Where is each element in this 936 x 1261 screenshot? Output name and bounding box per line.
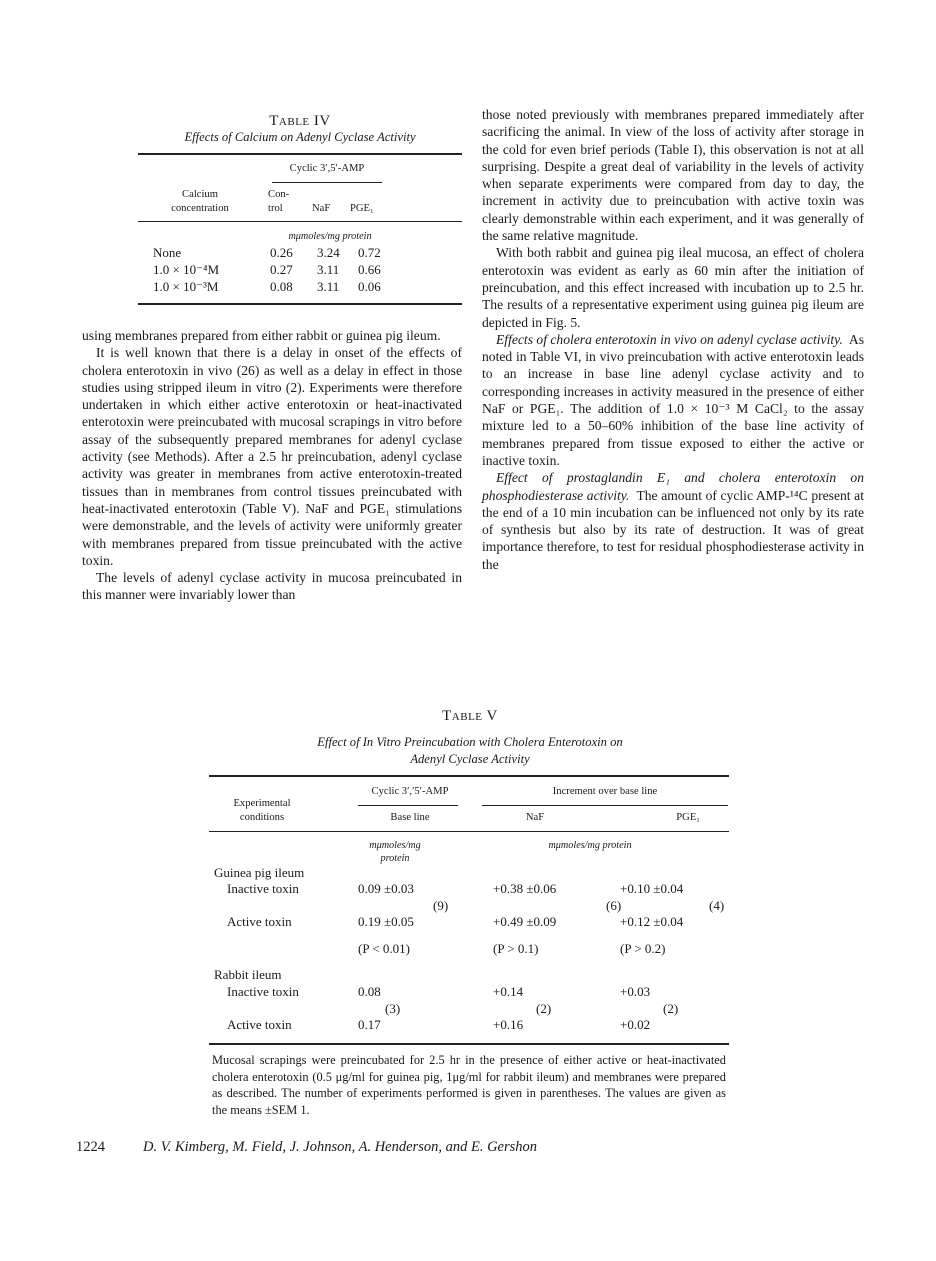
paragraph: It is well known that there is a delay in onset of the effects of cholera enterotoxin in vivo (26) as well as a delay in effect in those studies using stripped ileum in vitro (2). Experiments were therefore undertaken in which either active enterotoxin or heat-inactivated enterotoxin were preincubated with mucosal scrapings in vitro before assay of the subsequently prepared membranes for adenyl cyclase activity (see Methods). After a 2.5 hr preincubation, adenyl cyclase activity was greater in membranes from active enterotoxin-treated tissues than in membranes from control tissues preincubated with heat-inactivated enterotoxin (Table V). NaF and PGE₁ stimulations were demonstrable, and the levels of activity were uniformly greater with membranes prepared from tissue preincubated with the active toxin. xyxy=(82,345,462,568)
paragraph: those noted previously with membranes prepared immediately after sacrificing the animal. In view of the loss of activity after storage in the cold for even brief periods (Table I), this observation is not at all surprising. Despite a great deal of variability in the levels of activity when separate experiments were compared from day to day, the increment in activity due to preincubation with active toxin was clearly demonstrable within each experiment, and it was generally of the same relative magnitude. xyxy=(482,107,864,244)
authors: D. V. Kimberg, M. Field, J. Johnson, A. Henderson, and E. Gershon xyxy=(143,1139,538,1155)
table-v-group2-rule xyxy=(482,805,728,806)
table-v-bottom-rule xyxy=(209,1043,729,1045)
table-iv-cell: 0.27 xyxy=(270,262,293,277)
table-iv-cell: 0.26 xyxy=(270,245,293,260)
table-v-group2-header: Increment over base line xyxy=(552,786,658,797)
section-label: Rabbit ileum xyxy=(214,967,282,982)
running-footer-authors xyxy=(143,1139,537,1156)
table-iv-row-label: None xyxy=(153,245,182,260)
table-v-group1-header: Cyclic 3′,′5′-AMP xyxy=(371,786,449,797)
table-v-unit-1b: protein xyxy=(380,853,410,864)
table-v-header-rule xyxy=(209,831,729,832)
n-count: (2) xyxy=(663,1001,679,1016)
table-iv-cell: 0.66 xyxy=(358,262,381,277)
base-line-value: 0.17 xyxy=(358,1017,381,1032)
pge-value: +0.12 ±0.04 xyxy=(620,914,684,929)
page-number: 1224 xyxy=(76,1139,105,1155)
naf-value: +0.38 ±0.06 xyxy=(493,881,557,896)
table-iv-cell: 3.24 xyxy=(317,245,340,260)
p-value: (P > 0.2) xyxy=(620,941,666,956)
table-v-row-header-2: conditions xyxy=(239,812,285,823)
table-iv-cell: 3.11 xyxy=(317,279,340,294)
row-label: Inactive toxin xyxy=(227,881,299,896)
table-iv-col-pge: PGE₁ xyxy=(350,203,374,214)
table-v-row-header-1: Experimental xyxy=(233,798,291,809)
table-v-unit-2: mμmoles/mg protein xyxy=(548,840,632,851)
pge-value: +0.10 ±0.04 xyxy=(620,881,684,896)
table-iv-row-label: 1.0 × 10⁻³M xyxy=(153,279,219,294)
table-v-group1-rule xyxy=(358,805,458,806)
table-iv-group-header: Cyclic 3′,5′-AMP xyxy=(289,163,365,174)
table-iv-caption: Effects of Calcium on Adenyl Cyclase Activity xyxy=(184,130,416,144)
naf-value: +0.16 xyxy=(493,1017,524,1032)
table-v-unit-1a: mμmoles/mg xyxy=(369,840,421,851)
paragraph xyxy=(482,331,864,469)
row-label: Active toxin xyxy=(227,914,292,929)
paragraph: using membranes prepared from either rabbit or guinea pig ileum. xyxy=(82,328,441,343)
table-iv-cell: 0.06 xyxy=(358,279,381,294)
paragraph xyxy=(482,469,864,573)
n-count: (9) xyxy=(433,898,449,913)
pge-value: +0.02 xyxy=(620,1017,651,1032)
left-column-text xyxy=(82,327,462,604)
section-heading: Effects of cholera enterotoxin in vivo on adenyl cyclase activity. xyxy=(496,331,843,347)
p-value: (P < 0.01) xyxy=(358,941,410,956)
table-v-footnote: Mucosal scrapings were preincubated for 2.5 hr in the presence of either active or heat-inactivated cholera enterotoxin (0.5 μg/ml for guinea pig, 1μg/ml for rabbit ileum) and membranes were prepared as described. The number of experiments performed is given in parentheses. The values are given as the means ±SEM 1. xyxy=(212,1053,726,1117)
table-iv-group-rule xyxy=(272,182,382,183)
table-v-caption-1: Effect of In Vitro Preincubation with Cholera Enterotoxin on xyxy=(317,735,623,749)
table-iv-unit: mμmoles/mg protein xyxy=(288,231,372,242)
paragraph: With both rabbit and guinea pig ileal mucosa, an effect of cholera enterotoxin was evident as early as 60 min after the initiation of preincubation, and this effect increased with incubation up to 2.5 hr. The results of a representative experiment using guinea pig ileum are depicted in Fig. 5. xyxy=(482,245,864,330)
table-v-pge-header: PGE₁ xyxy=(676,812,700,823)
paragraph-body: The amount of cyclic AMP-¹⁴C present at the end of a 10 min incubation can be influenced not only by its rate of synthesis but also by its rate of destruction. It was of great importance therefore, to test for residual phosphodiesterase activity in the xyxy=(482,487,864,572)
table-iv-col-control-1: Con- xyxy=(268,189,290,200)
section-heading: Effect of prostaglandin E₁ and cholera enterotoxin on phosphodiesterase activity. xyxy=(482,470,864,503)
base-line-value: 0.09 ±0.03 xyxy=(358,881,414,896)
row-label: Inactive toxin xyxy=(227,984,299,999)
p-value: (P > 0.1) xyxy=(493,941,539,956)
base-line-value: 0.19 ±0.05 xyxy=(358,914,414,929)
table-v-naf-header: NaF xyxy=(525,812,545,823)
right-column-text xyxy=(482,106,864,573)
table-iv-row-label: 1.0 × 10⁻⁴M xyxy=(153,262,220,277)
naf-value: +0.49 ±0.09 xyxy=(493,914,557,929)
n-count: (6) xyxy=(606,898,622,913)
table-v-base-line-header: Base line xyxy=(390,812,430,823)
table-iv-row-header-2: concentration xyxy=(171,203,229,214)
n-count: (2) xyxy=(536,1001,552,1016)
table-iv-col-naf: NaF xyxy=(312,203,331,214)
pge-value: +0.03 xyxy=(620,984,651,999)
table-iv-col-control-2: trol xyxy=(268,203,283,214)
n-count: (3) xyxy=(385,1001,401,1016)
table-iv-cell: 0.08 xyxy=(270,279,293,294)
table-v-caption-2: Adenyl Cyclase Activity xyxy=(410,752,530,766)
table-iv-bottom-rule xyxy=(138,303,462,305)
paragraph-body: As noted in Table VI, in vivo preincubation with active enterotoxin leads to an increase in base line adenyl cyclase activity and to corresponding increases in activity measured in the presence of either NaF or PGE₁. The addition of 1.0 × 10⁻³ M CaCl₂ to the assay mixture led to a 50–60% inhibition of the base line activity of membranes prepared from tissue exposed to either the active or inactive toxin. xyxy=(482,331,864,468)
table-iv-row-header-1: Calcium xyxy=(182,189,218,200)
table-iv-header-rule xyxy=(138,221,462,222)
table-v-top-rule xyxy=(209,775,729,777)
base-line-value: 0.08 xyxy=(358,984,381,999)
table-iv-top-rule xyxy=(138,153,462,155)
table-iv-cell: 3.11 xyxy=(317,262,340,277)
table-iv-cell: 0.72 xyxy=(358,245,381,260)
row-label: Active toxin xyxy=(227,1017,292,1032)
naf-value: +0.14 xyxy=(493,984,524,999)
section-label: Guinea pig ileum xyxy=(214,865,305,880)
table-v-label: Table V xyxy=(442,708,498,724)
table-iv-label: Table IV xyxy=(269,113,331,129)
n-count: (4) xyxy=(709,898,725,913)
paragraph: The levels of adenyl cyclase activity in mucosa preincubated in this manner were invariably lower than xyxy=(82,570,462,603)
